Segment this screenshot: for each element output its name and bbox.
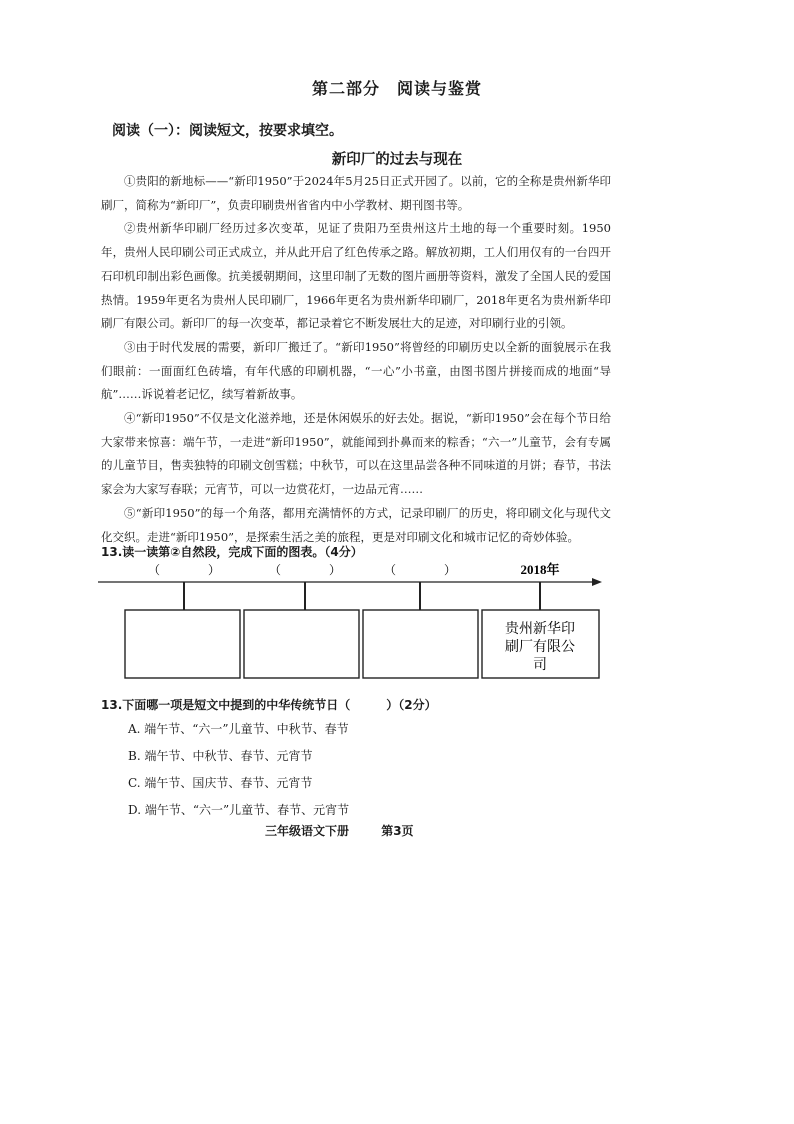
box4-line-3: 司: [533, 658, 547, 673]
answer-options: [128, 716, 349, 824]
option-c[interactable]: C. 端午节、国庆节、春节、元宵节: [128, 776, 313, 790]
year-blank-3[interactable]: （ ）: [383, 563, 457, 577]
option-d[interactable]: D. 端午节、“六一”儿童节、春节、元宵节: [128, 803, 350, 817]
article-paragraph-1: ①贵阳的新地标——“新印1950”于2024年5月25日正式开园了。以前，它的全称是贵州新华印刷厂，简称为“新印厂”，负责印刷贵州省省内中小学教材、期刊图书等。: [101, 174, 611, 212]
footer-grade-subject: 三年级语文下册: [265, 824, 350, 838]
article-body: [101, 170, 611, 549]
article-paragraph-5: ⑤“新印1950”的每一个角落，都用充满情怀的方式，记录印刷厂的历史，将印刷文化与现代文化交织。走进“新印1950”，是探索生活之美的旅程，更是对印刷文化和城市记忆的奇妙体验。: [101, 505, 611, 544]
answer-box-1[interactable]: [125, 610, 240, 678]
part-title: 第二部分 阅读与鉴赏: [311, 79, 482, 98]
footer-page-number: 第3页: [381, 824, 414, 838]
question-13-chart-prompt: 13.读一读第②自然段，完成下面的图表。（4分）: [101, 545, 363, 559]
year-blank-1[interactable]: （ ）: [147, 563, 221, 577]
article-title: 新印厂的过去与现在: [331, 151, 463, 168]
reading-instruction: 阅读（一）：阅读短文，按要求填空。: [112, 123, 343, 139]
article-paragraph-2: ②贵州新华印刷厂经历过多次变革，见证了贵阳乃至贵州这片土地的每一个重要时刻。1950年，贵州人民印刷公司正式成立，并从此开启了红色传承之路。解放初期，工人们用仅有的一台四开石印机印制出彩色画像。抗美援朝期间，这里印制了无数的图片画册等资料，激发了全国人民的爱国热情。1959年更名为贵州人民印刷厂，1966年更名为贵州新华印刷厂，2018年更名为贵州新华印刷厂有限公司。新印厂的每一次变革，都记录着它不断发展壮大的足迹，对印刷行业的引领。: [101, 221, 611, 331]
answer-box-3[interactable]: [363, 610, 478, 678]
timeline-arrow-icon: [592, 578, 602, 586]
question-13-choice-prompt: 13.下面哪一项是短文中提到的中华传统节日（ ）（2分）: [101, 698, 437, 712]
option-b[interactable]: B. 端午节、中秋节、春节、元宵节: [128, 749, 313, 763]
article-paragraph-3: ③由于时代发展的需要，新印厂搬迁了。“新印1950”将曾经的印刷历史以全新的面貌展示在我们眼前：一面面红色砖墙，有年代感的印刷机器，“一心”小书童，由图书图片拼接而成的地面“导航”……诉说着老记忆，续写着新故事。: [101, 339, 611, 402]
box4-line-2: 刷厂有限公: [505, 640, 575, 655]
timeline-diagram: [0, 555, 794, 685]
year-label-2018: 2018年: [520, 562, 560, 577]
option-a[interactable]: A. 端午节、“六一”儿童节、中秋节、春节: [128, 722, 349, 736]
article-paragraph-4: ④“新印1950”不仅是文化滋养地，还是休闲娱乐的好去处。据说，“新印1950”会在每个节日给大家带来惊喜：端午节，一走进“新印1950”，就能闻到扑鼻而来的粽香；“六一”儿童节，会有专属的儿童节目，售卖独特的印刷文创雪糕；中秋节，可以在这里品尝各种不同味道的月饼；春节，书法家会为大家写春联；元宵节，可以一边赏花灯，一边品元宵……: [101, 411, 611, 497]
answer-box-2[interactable]: [244, 610, 359, 678]
year-blank-2[interactable]: （ ）: [268, 563, 342, 577]
page-footer: [265, 822, 414, 839]
box4-line-1: 贵州新华印: [505, 622, 575, 637]
